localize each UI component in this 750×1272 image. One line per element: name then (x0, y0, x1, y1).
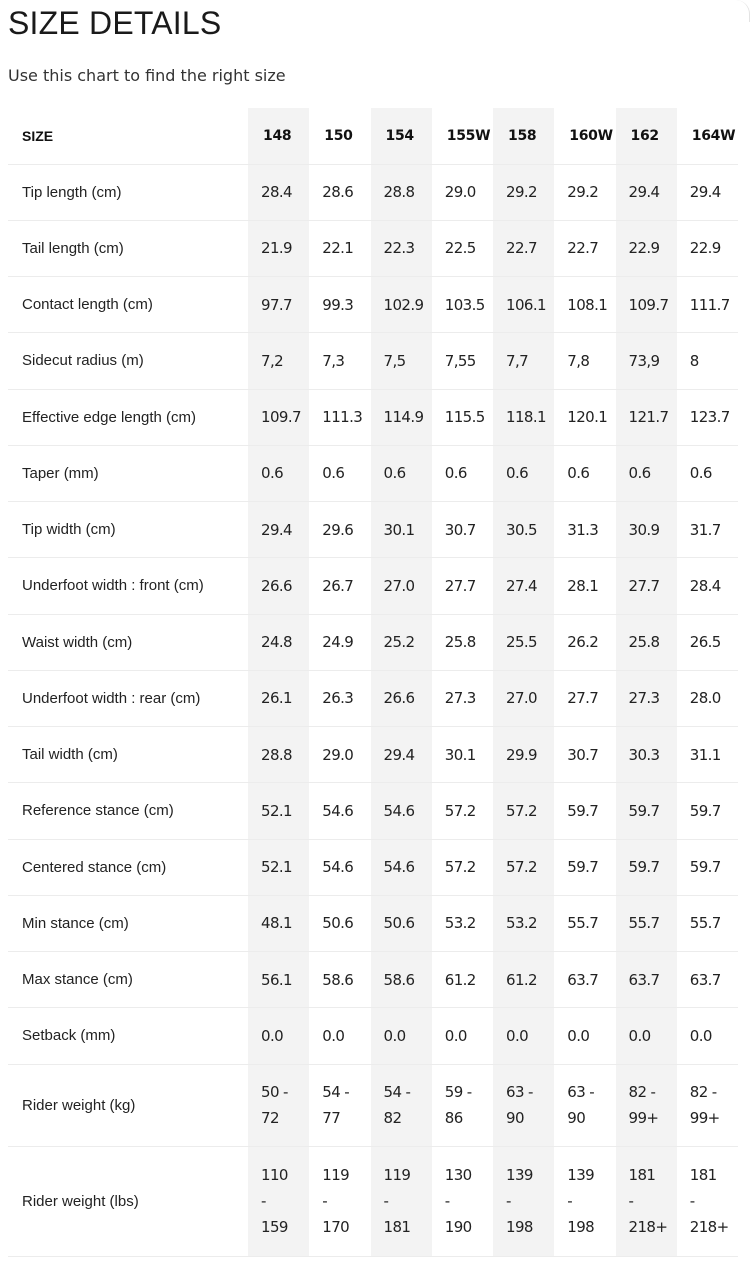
header-size-164w: 164W (677, 108, 738, 164)
row-label: Underfoot width : rear (cm) (8, 670, 248, 726)
cell-value: 118.1 (493, 389, 554, 445)
cell-value: 26.5 (677, 614, 738, 670)
cell-value: 0.6 (616, 445, 677, 501)
table-row (8, 670, 738, 726)
cell-value: 27.3 (616, 670, 677, 726)
table-row (8, 952, 738, 1008)
cell-value: 63.7 (616, 952, 677, 1008)
cell-value: 30.5 (493, 502, 554, 558)
cell-value: 54.6 (309, 783, 370, 839)
cell-value: 53.2 (493, 895, 554, 951)
cell-value: 25.8 (616, 614, 677, 670)
cell-value: 61.2 (493, 952, 554, 1008)
cell-value: 27.0 (493, 670, 554, 726)
cell-value: 53.2 (432, 895, 493, 951)
row-label: Tip width (cm) (8, 502, 248, 558)
table-row (8, 839, 738, 895)
cell-value: 28.8 (248, 727, 309, 783)
cell-value: 25.5 (493, 614, 554, 670)
cell-value: 26.3 (309, 670, 370, 726)
cell-value: 54.6 (371, 839, 432, 895)
table-row (8, 727, 738, 783)
cell-value: 0.0 (554, 1008, 615, 1064)
header-size-154: 154 (371, 108, 432, 164)
table-row (8, 614, 738, 670)
cell-value: 26.7 (309, 558, 370, 614)
cell-value: 61.2 (432, 952, 493, 1008)
row-label: Max stance (cm) (8, 952, 248, 1008)
row-label: Centered stance (cm) (8, 839, 248, 895)
size-details-table (8, 108, 738, 1257)
cell-value: 22.9 (616, 220, 677, 276)
row-label: Waist width (cm) (8, 614, 248, 670)
table-row (8, 445, 738, 501)
row-label: Tail length (cm) (8, 220, 248, 276)
cell-value: 27.4 (493, 558, 554, 614)
cell-value: 54.6 (309, 839, 370, 895)
cell-value: 97.7 (248, 277, 309, 333)
cell-value: 121.7 (616, 389, 677, 445)
row-label: Underfoot width : front (cm) (8, 558, 248, 614)
page-title: SIZE DETAILS (8, 5, 222, 41)
cell-value: 119 - 181 (371, 1146, 432, 1256)
cell-value: 28.4 (248, 164, 309, 220)
header-size-label: SIZE (8, 108, 248, 164)
cell-value: 0.0 (248, 1008, 309, 1064)
cell-value: 56.1 (248, 952, 309, 1008)
cell-value: 21.9 (248, 220, 309, 276)
row-label: Min stance (cm) (8, 895, 248, 951)
cell-value: 25.2 (371, 614, 432, 670)
cell-value: 27.7 (554, 670, 615, 726)
table-row (8, 783, 738, 839)
cell-value: 114.9 (371, 389, 432, 445)
cell-value: 30.1 (371, 502, 432, 558)
cell-value: 7,7 (493, 333, 554, 389)
table-row (8, 1146, 738, 1256)
cell-value: 29.0 (432, 164, 493, 220)
cell-value: 59.7 (616, 839, 677, 895)
cell-value: 57.2 (493, 783, 554, 839)
header-size-148: 148 (248, 108, 309, 164)
cell-value: 0.0 (616, 1008, 677, 1064)
cell-value: 99.3 (309, 277, 370, 333)
table-row (8, 502, 738, 558)
cell-value: 73,9 (616, 333, 677, 389)
cell-value: 52.1 (248, 783, 309, 839)
cell-value: 57.2 (493, 839, 554, 895)
cell-value: 63.7 (677, 952, 738, 1008)
cell-value: 0.0 (432, 1008, 493, 1064)
header-size-155w: 155W (432, 108, 493, 164)
cell-value: 26.6 (371, 670, 432, 726)
cell-value: 28.8 (371, 164, 432, 220)
cell-value: 109.7 (616, 277, 677, 333)
cell-value: 111.3 (309, 389, 370, 445)
cell-value: 7,2 (248, 333, 309, 389)
cell-value: 111.7 (677, 277, 738, 333)
table-body (8, 164, 738, 1256)
cell-value: 26.1 (248, 670, 309, 726)
cell-value: 22.1 (309, 220, 370, 276)
panel-corner (727, 0, 750, 22)
cell-value: 50.6 (309, 895, 370, 951)
table-row (8, 389, 738, 445)
cell-value: 181 - 218+ (677, 1146, 738, 1256)
cell-value: 0.6 (309, 445, 370, 501)
page-subtitle: Use this chart to find the right size (8, 66, 286, 85)
row-label: Setback (mm) (8, 1008, 248, 1064)
cell-value: 57.2 (432, 839, 493, 895)
cell-value: 7,5 (371, 333, 432, 389)
cell-value: 29.4 (371, 727, 432, 783)
cell-value: 28.4 (677, 558, 738, 614)
cell-value: 24.9 (309, 614, 370, 670)
table-row (8, 333, 738, 389)
cell-value: 48.1 (248, 895, 309, 951)
cell-value: 22.3 (371, 220, 432, 276)
cell-value: 0.6 (554, 445, 615, 501)
row-label: Contact length (cm) (8, 277, 248, 333)
cell-value: 30.1 (432, 727, 493, 783)
cell-value: 181 - 218+ (616, 1146, 677, 1256)
cell-value: 54 - 82 (371, 1064, 432, 1146)
cell-value: 110 - 159 (248, 1146, 309, 1256)
cell-value: 139 - 198 (493, 1146, 554, 1256)
cell-value: 119 - 170 (309, 1146, 370, 1256)
cell-value: 0.6 (677, 445, 738, 501)
cell-value: 82 - 99+ (616, 1064, 677, 1146)
cell-value: 29.9 (493, 727, 554, 783)
cell-value: 7,55 (432, 333, 493, 389)
cell-value: 0.6 (432, 445, 493, 501)
cell-value: 54 - 77 (309, 1064, 370, 1146)
cell-value: 0.6 (248, 445, 309, 501)
cell-value: 30.3 (616, 727, 677, 783)
cell-value: 24.8 (248, 614, 309, 670)
cell-value: 27.7 (616, 558, 677, 614)
cell-value: 29.4 (616, 164, 677, 220)
cell-value: 59.7 (616, 783, 677, 839)
cell-value: 0.6 (493, 445, 554, 501)
cell-value: 58.6 (309, 952, 370, 1008)
cell-value: 26.2 (554, 614, 615, 670)
cell-value: 29.0 (309, 727, 370, 783)
table-row (8, 895, 738, 951)
cell-value: 102.9 (371, 277, 432, 333)
cell-value: 63 - 90 (554, 1064, 615, 1146)
cell-value: 59.7 (677, 839, 738, 895)
cell-value: 30.7 (554, 727, 615, 783)
cell-value: 28.0 (677, 670, 738, 726)
cell-value: 30.9 (616, 502, 677, 558)
row-label: Tip length (cm) (8, 164, 248, 220)
cell-value: 26.6 (248, 558, 309, 614)
table-row (8, 277, 738, 333)
row-label: Rider weight (kg) (8, 1064, 248, 1146)
header-size-150: 150 (309, 108, 370, 164)
cell-value: 82 - 99+ (677, 1064, 738, 1146)
cell-value: 7,3 (309, 333, 370, 389)
cell-value: 63.7 (554, 952, 615, 1008)
cell-value: 29.2 (493, 164, 554, 220)
cell-value: 130 - 190 (432, 1146, 493, 1256)
table-row (8, 1064, 738, 1146)
cell-value: 55.7 (616, 895, 677, 951)
cell-value: 7,8 (554, 333, 615, 389)
row-label: Taper (mm) (8, 445, 248, 501)
cell-value: 55.7 (677, 895, 738, 951)
cell-value: 0.6 (371, 445, 432, 501)
table-row (8, 558, 738, 614)
cell-value: 31.7 (677, 502, 738, 558)
cell-value: 8 (677, 333, 738, 389)
row-label: Effective edge length (cm) (8, 389, 248, 445)
cell-value: 27.7 (432, 558, 493, 614)
cell-value: 0.0 (493, 1008, 554, 1064)
cell-value: 30.7 (432, 502, 493, 558)
table-row (8, 1008, 738, 1064)
cell-value: 59.7 (554, 839, 615, 895)
header-size-162: 162 (616, 108, 677, 164)
row-label: Rider weight (lbs) (8, 1146, 248, 1256)
header-size-160w: 160W (554, 108, 615, 164)
cell-value: 31.1 (677, 727, 738, 783)
cell-value: 50 - 72 (248, 1064, 309, 1146)
cell-value: 59.7 (677, 783, 738, 839)
cell-value: 115.5 (432, 389, 493, 445)
cell-value: 106.1 (493, 277, 554, 333)
cell-value: 0.0 (371, 1008, 432, 1064)
table-row (8, 220, 738, 276)
cell-value: 29.6 (309, 502, 370, 558)
cell-value: 28.6 (309, 164, 370, 220)
cell-value: 54.6 (371, 783, 432, 839)
cell-value: 63 - 90 (493, 1064, 554, 1146)
table-row (8, 164, 738, 220)
cell-value: 29.4 (677, 164, 738, 220)
cell-value: 27.0 (371, 558, 432, 614)
header-size-158: 158 (493, 108, 554, 164)
cell-value: 58.6 (371, 952, 432, 1008)
cell-value: 27.3 (432, 670, 493, 726)
cell-value: 59.7 (554, 783, 615, 839)
cell-value: 22.7 (554, 220, 615, 276)
cell-value: 59 - 86 (432, 1064, 493, 1146)
row-label: Tail width (cm) (8, 727, 248, 783)
cell-value: 22.7 (493, 220, 554, 276)
cell-value: 22.5 (432, 220, 493, 276)
cell-value: 52.1 (248, 839, 309, 895)
cell-value: 22.9 (677, 220, 738, 276)
cell-value: 28.1 (554, 558, 615, 614)
table-header-row (8, 108, 738, 164)
cell-value: 55.7 (554, 895, 615, 951)
cell-value: 25.8 (432, 614, 493, 670)
row-label: Reference stance (cm) (8, 783, 248, 839)
cell-value: 29.2 (554, 164, 615, 220)
cell-value: 103.5 (432, 277, 493, 333)
cell-value: 109.7 (248, 389, 309, 445)
cell-value: 0.0 (677, 1008, 738, 1064)
cell-value: 29.4 (248, 502, 309, 558)
cell-value: 31.3 (554, 502, 615, 558)
cell-value: 120.1 (554, 389, 615, 445)
cell-value: 0.0 (309, 1008, 370, 1064)
cell-value: 139 - 198 (554, 1146, 615, 1256)
cell-value: 50.6 (371, 895, 432, 951)
cell-value: 57.2 (432, 783, 493, 839)
row-label: Sidecut radius (m) (8, 333, 248, 389)
cell-value: 108.1 (554, 277, 615, 333)
cell-value: 123.7 (677, 389, 738, 445)
